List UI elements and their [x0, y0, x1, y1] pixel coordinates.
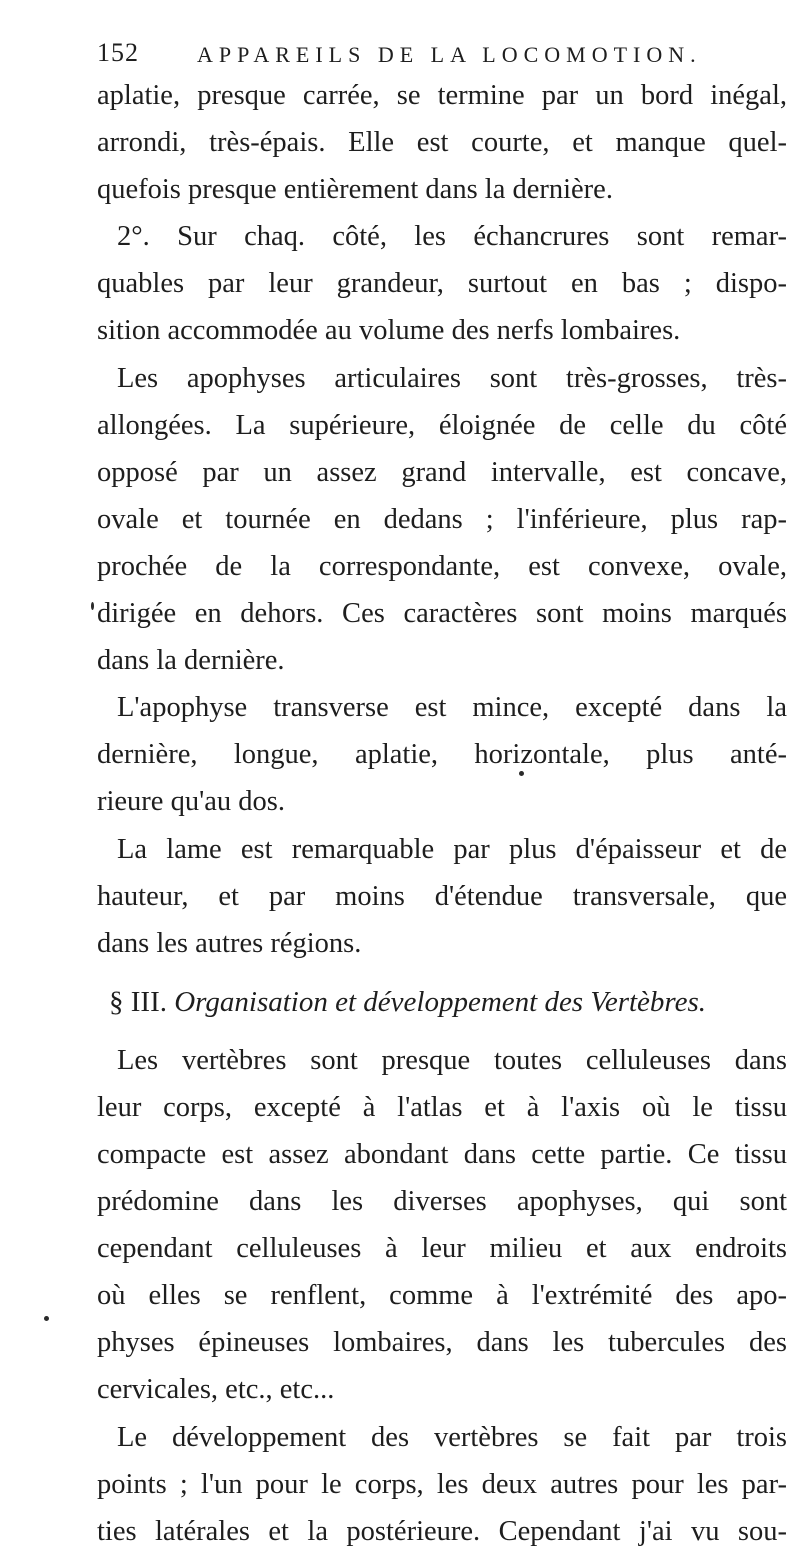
text-line: opposé par un assez grand intervalle, est concave,: [97, 456, 787, 488]
text-line: prochée de la correspondante, est convexe, ovale,: [97, 550, 787, 582]
print-speck: [44, 1316, 49, 1321]
text-line: physes épineuses lombaires, dans les tubercules des: [97, 1327, 787, 1359]
text-line: cervicales, etc., etc...: [97, 1374, 335, 1406]
text-line: ties latérales et la postérieure. Cependant j'ai vu sou-: [97, 1515, 787, 1547]
text-line: 2°. Sur chaq. côté, les échancrures sont remar-: [117, 221, 787, 253]
section-number: § III.: [109, 985, 167, 1018]
text-line: allongées. La supérieure, éloignée de celle du côté: [97, 409, 787, 441]
print-speck: [91, 602, 94, 610]
text-line: où elles se renflent, comme à l'extrémité des apo-: [97, 1280, 787, 1312]
print-speck: [519, 771, 524, 776]
section-heading: [97, 971, 787, 1033]
text-line: leur corps, excepté à l'atlas et à l'axis où le tissu: [97, 1091, 787, 1123]
page-number: 152: [97, 38, 139, 67]
body-text: [97, 72, 787, 1555]
text-line: prédomine dans les diverses apophyses, qui sont: [97, 1186, 787, 1218]
text-line: rieure qu'au dos.: [97, 786, 285, 818]
text-line: dans la dernière.: [97, 645, 285, 677]
text-line: hauteur, et par moins d'étendue transversale, que: [97, 880, 787, 912]
running-title: APPAREILS DE LA LOCOMOTION.: [197, 42, 702, 67]
text-line: Le développement des vertèbres se fait par trois: [117, 1421, 787, 1453]
text-line: Les vertèbres sont presque toutes celluleuses dans: [117, 1044, 787, 1076]
text-line: compacte est assez abondant dans cette partie. Ce tissu: [97, 1138, 787, 1170]
text-line: L'apophyse transverse est mince, excepté dans la: [117, 692, 787, 724]
text-line: dirigée en dehors. Ces caractères sont moins marqués: [97, 598, 787, 630]
text-line: aplatie, presque carrée, se termine par un bord inégal,: [97, 80, 787, 111]
text-line: Les apophyses articulaires sont très-grosses, très-: [117, 362, 787, 394]
text-line: dans les autres régions.: [97, 927, 362, 959]
section-title: Organisation et développement des Vertèbres.: [174, 985, 707, 1018]
text-line: points ; l'un pour le corps, les deux autres pour les par-: [97, 1468, 787, 1500]
text-line: quefois presque entièrement dans la dernière.: [97, 174, 613, 206]
text-line: cependant celluleuses à leur milieu et aux endroits: [97, 1233, 787, 1265]
text-line: quables par leur grandeur, surtout en bas ; dispo-: [97, 268, 787, 300]
text-line: sition accommodée au volume des nerfs lombaires.: [97, 315, 681, 347]
text-line: arrondi, très-épais. Elle est courte, et manque quel-: [97, 127, 787, 159]
text-line: ovale et tournée en dedans ; l'inférieure, plus rap-: [97, 503, 787, 535]
text-line: La lame est remarquable par plus d'épaisseur et de: [117, 833, 787, 865]
text-line: dernière, longue, aplatie, horizontale, plus anté-: [97, 739, 787, 771]
